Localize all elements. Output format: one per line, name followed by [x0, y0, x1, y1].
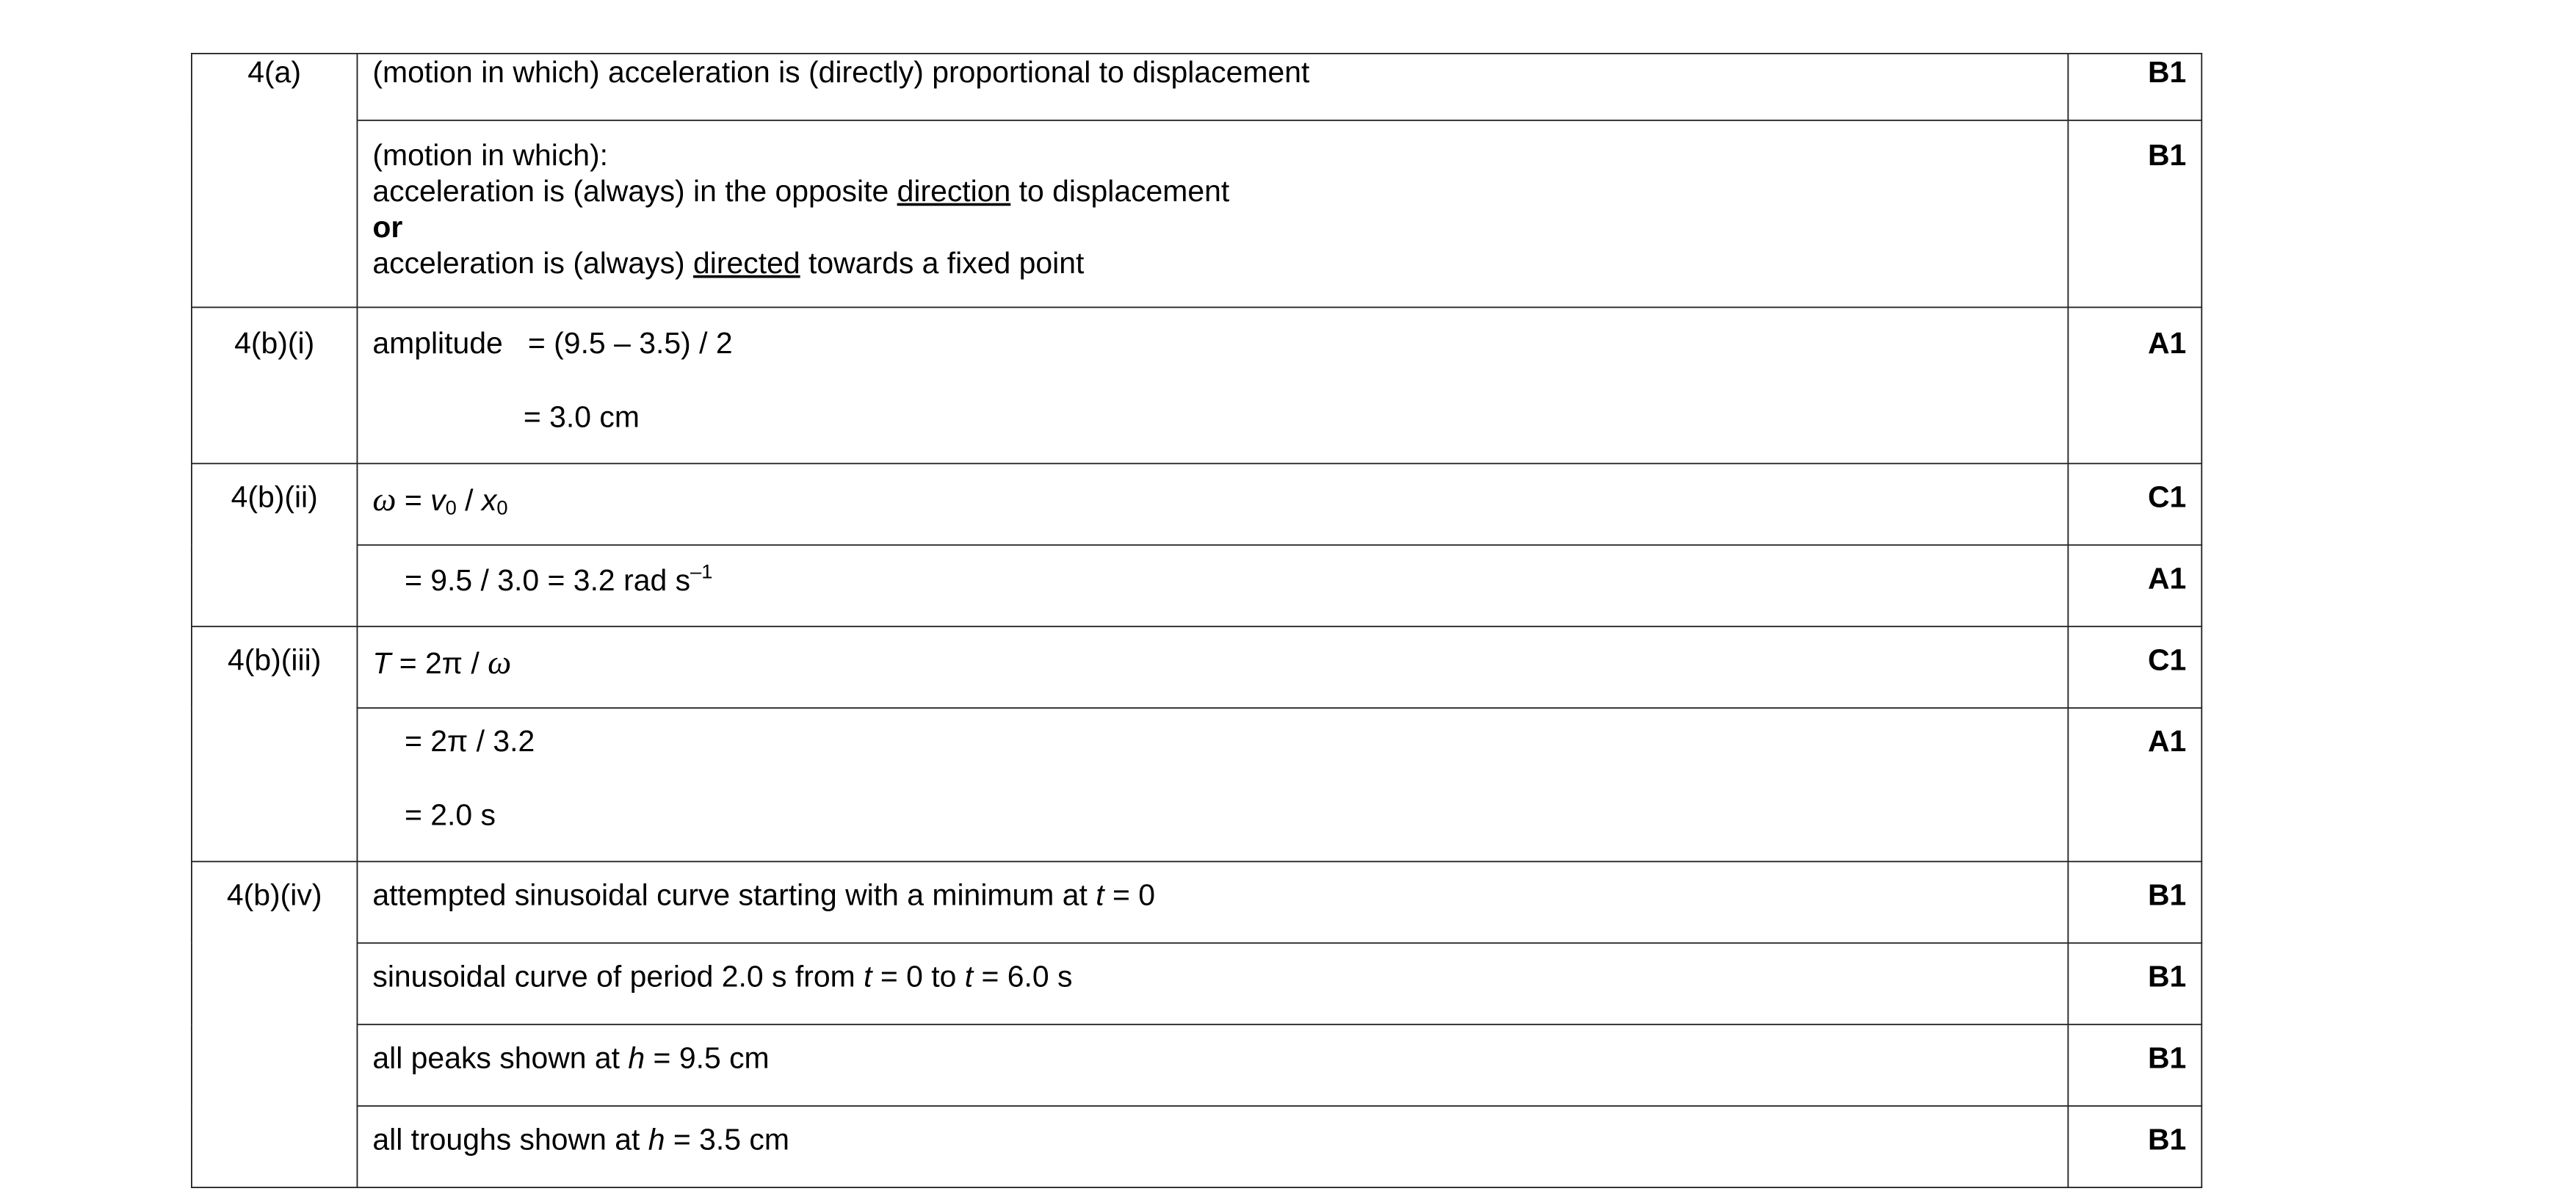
answer-cell — [357, 307, 2068, 463]
answer-text-part: all peaks shown at — [372, 1041, 629, 1075]
mark-cell: A1 — [2068, 708, 2201, 861]
answer-text-part: acceleration is (always) — [372, 245, 694, 281]
or-label: or — [372, 209, 403, 245]
subscript: 0 — [496, 496, 508, 519]
equation — [372, 479, 2052, 520]
underlined-word: directed — [693, 245, 800, 281]
equation: = 2.0 s — [405, 797, 496, 832]
mark-cell: B1 — [2068, 861, 2201, 943]
answer-cell — [357, 861, 2068, 943]
omega-symbol: ω — [372, 480, 397, 518]
table-row — [192, 54, 2201, 120]
question-number: 4(a) — [192, 54, 358, 308]
answer-text-part: = 9.5 cm — [645, 1041, 770, 1075]
mark-cell: B1 — [2068, 1106, 2201, 1187]
question-number: 4(b)(iv) — [192, 861, 358, 1187]
superscript: –1 — [690, 561, 713, 584]
table-row — [192, 708, 2201, 861]
answer-text: = 3.0 cm — [523, 399, 640, 434]
table-row — [192, 463, 2201, 545]
table-row — [192, 1024, 2201, 1106]
spacer — [372, 759, 2052, 797]
answer-text — [372, 173, 2052, 209]
equation-part: / — [456, 482, 482, 518]
answer-text — [372, 1121, 2052, 1157]
mark-cell: B1 — [2068, 120, 2201, 308]
equation: = 2π / 3.2 — [405, 723, 535, 759]
subscript: 0 — [445, 496, 457, 519]
answer-text-part: towards a fixed point — [800, 245, 1085, 281]
answer-text-part: sinusoidal curve of period 2.0 s from — [372, 959, 864, 994]
equation — [372, 560, 2052, 598]
table-row — [192, 120, 2201, 308]
variable-t: T — [372, 645, 391, 680]
question-number: 4(b)(ii) — [192, 463, 358, 626]
answer-cell — [357, 1106, 2068, 1187]
variable-h: h — [648, 1121, 665, 1157]
answer-text-part: = 3.5 cm — [665, 1121, 789, 1157]
question-number: 4(b)(i) — [192, 307, 358, 463]
answer-text-part: acceleration is (always) in the opposite — [372, 173, 897, 208]
answer-cell — [357, 120, 2068, 308]
mark-cell: A1 — [2068, 307, 2201, 463]
mark-cell: B1 — [2068, 943, 2201, 1024]
answer-cell — [357, 626, 2068, 708]
answer-cell — [357, 463, 2068, 545]
answer-cell — [357, 708, 2068, 861]
answer-text: (motion in which): — [372, 137, 609, 172]
answer-text — [372, 958, 2052, 994]
answer-text-part: = 6.0 s — [973, 959, 1073, 994]
variable-t: t — [1096, 878, 1104, 912]
mark-cell: C1 — [2068, 626, 2201, 708]
mark-cell: C1 — [2068, 463, 2201, 545]
answer-cell — [357, 1024, 2068, 1106]
variable-t: t — [864, 959, 872, 994]
answer-cell — [357, 545, 2068, 626]
table-row — [192, 307, 2201, 463]
question-number: 4(b)(iii) — [192, 626, 358, 861]
spacer — [372, 361, 2052, 399]
answer-text — [372, 1040, 2052, 1076]
table-row — [192, 545, 2201, 626]
equation-part: = — [396, 482, 431, 518]
table-row — [192, 861, 2201, 943]
answer-text: (motion in which) acceleration is (directly) proportional to displacement — [372, 54, 1310, 90]
answer-text-part: = 0 — [1104, 878, 1156, 912]
answer-text-part: all troughs shown at — [372, 1121, 648, 1157]
answer-text — [372, 245, 2052, 281]
table-row — [192, 943, 2201, 1024]
answer-text: amplitude = (9.5 – 3.5) / 2 — [372, 325, 733, 361]
variable-h: h — [628, 1041, 645, 1075]
variable-t: t — [964, 959, 974, 994]
underlined-word: direction — [897, 173, 1011, 208]
variable-x: x — [481, 482, 497, 518]
equation-part: = 2π / — [391, 645, 488, 680]
answer-text-part: to displacement — [1010, 173, 1230, 208]
omega-symbol: ω — [488, 643, 512, 681]
table-row — [192, 626, 2201, 708]
answer-cell — [357, 943, 2068, 1024]
answer-text-part: = 0 to — [872, 959, 965, 994]
table-row — [192, 1106, 2201, 1187]
mark-scheme-table — [191, 53, 2202, 1188]
equation — [372, 642, 2052, 682]
equation-part: = 9.5 / 3.0 = 3.2 rad s — [405, 562, 691, 598]
mark-cell: B1 — [2068, 54, 2201, 120]
answer-text — [372, 877, 2052, 913]
answer-cell — [357, 54, 2068, 120]
variable-v: v — [430, 482, 446, 518]
mark-cell: A1 — [2068, 545, 2201, 626]
mark-scheme — [191, 53, 2201, 1188]
mark-cell: B1 — [2068, 1024, 2201, 1106]
answer-text-part: attempted sinusoidal curve starting with a minimum at — [372, 878, 1096, 912]
